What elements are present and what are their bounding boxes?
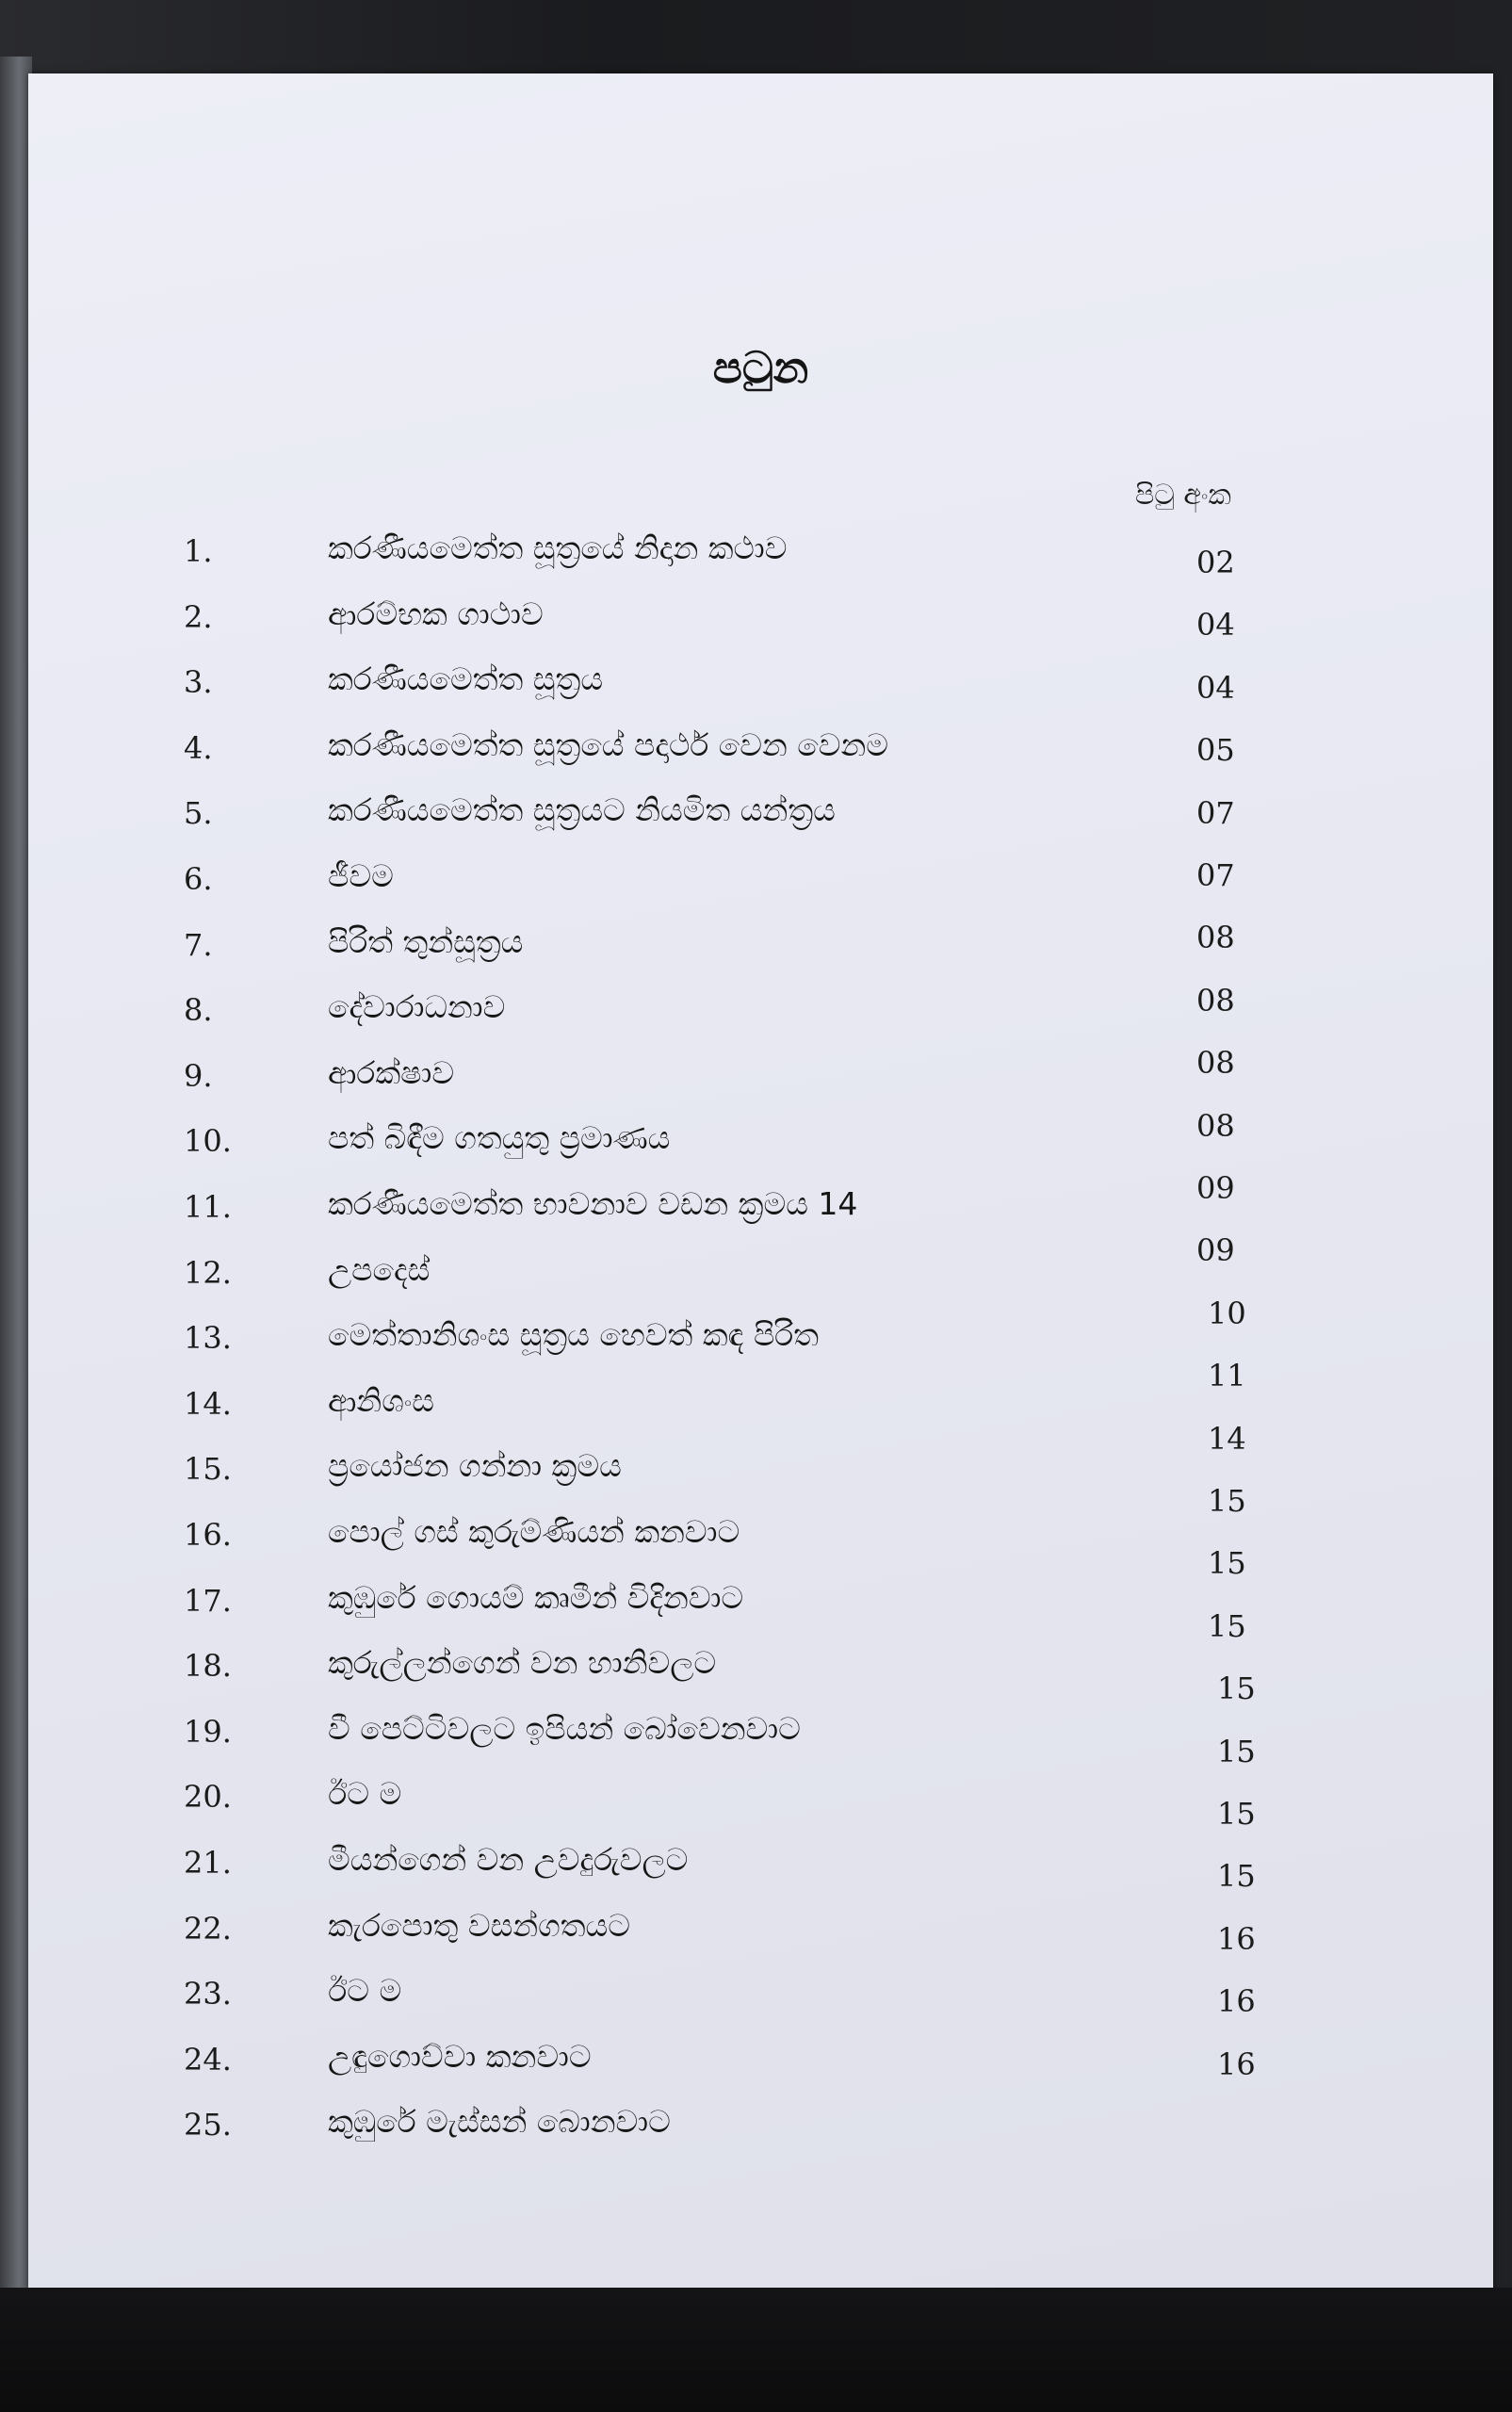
toc-entry-number: 2. [184,598,213,635]
toc-entry-title: පිරිත් තුන්සූත්‍රය [328,922,524,960]
toc-entry-title: මෙත්තානිශංස සූත්‍රය හෙවත් කඳ පිරිත [328,1316,820,1354]
toc-entry-number: 15. [184,1451,232,1488]
toc-entry-page-number: 15 [1217,1670,1256,1707]
toc-entry-number: 10. [184,1123,232,1160]
toc-entry-page-number: 08 [1196,1045,1235,1082]
toc-entry-title: කැරපොතු වසන්ගතයට [328,1906,630,1944]
toc-entry-number: 19. [184,1713,232,1750]
toc-entry-title: ආරක්ෂාව [328,1053,455,1091]
toc-entry-page-number: 08 [1196,982,1235,1019]
toc-entry-page-number: 15 [1208,1607,1246,1644]
toc-entry-title: කරණීයමෙත්ත සූත්‍රය [328,660,604,698]
toc-entry-page-number: 08 [1196,920,1235,956]
page-number-column-label: පිටු අංක [1135,479,1231,512]
toc-entry-page-number: 08 [1196,1107,1235,1144]
toc-entry-number: 18. [184,1648,232,1685]
toc-entry-title: කරණීයමෙත්ත සූත්‍රයේ පදාර්ථ වෙන වෙනම [328,725,888,763]
toc-entry-page-number: 15 [1217,1733,1256,1769]
toc-entry-number: 4. [184,729,213,766]
book-page [28,73,1493,2288]
table-of-contents [28,73,1493,2288]
toc-entry-title: කරණීයමෙත්ත සූත්‍රයට නියමිත යන්ත්‍රය [328,791,836,829]
toc-entry-title: කුඹුරේ මැස්සන් බොනවාට [328,2103,671,2141]
toc-entry-number: 17. [184,1582,232,1619]
toc-entry-page-number: 07 [1196,857,1235,893]
toc-entry-number: 23. [184,1976,232,2013]
toc-entry-page-number: 04 [1196,607,1235,644]
toc-entry-title: වී පෙට්ටිවලට ඉපියන් බෝවෙනවාට [328,1709,801,1747]
toc-entry-page-number: 14 [1208,1420,1246,1457]
toc-entry-title: ආරම්භක ගාථාව [328,595,544,632]
toc-entry-number: 16. [184,1517,232,1553]
toc-entry-number: 7. [184,926,213,963]
toc-entry-title: ආනිශංස [328,1381,434,1419]
toc-entry-page-number: 09 [1196,1170,1235,1206]
toc-entry-page-number: 15 [1208,1483,1246,1519]
background-surface [0,2288,1512,2412]
toc-entry-title: ඊට ම [328,1972,402,2010]
toc-entry-title: දේවාරාධනාව [328,988,506,1026]
toc-entry-number: 8. [184,992,213,1029]
page-title: පටුන [712,342,809,393]
toc-entry-title: ජීවම [328,857,394,894]
toc-entry-number: 13. [184,1320,232,1357]
toc-entry-title: උඳුගොව්වා කනවාට [328,2037,592,2075]
toc-entry-number: 1. [184,533,213,569]
toc-entry-page-number: 07 [1196,794,1235,831]
toc-entry-title: පොල් ගස් කුරුම්ණියන් කනවාට [328,1513,740,1550]
toc-entry-page-number: 16 [1217,2045,1256,2082]
toc-entry-number: 20. [184,1779,232,1816]
book-spine-edge [0,57,32,2355]
toc-entry-title: කරණීයමෙත්ත භාවනාව වඩන ක්‍රමය 14 [328,1185,858,1222]
toc-entry-number: 6. [184,861,213,897]
toc-entry-number: 11. [184,1189,232,1225]
toc-entry-page-number: 09 [1196,1232,1235,1269]
toc-entry-title: පත් බිඳීම ගතයුතු ප්‍රමාණය [328,1119,671,1157]
toc-entry-number: 14. [184,1385,232,1422]
toc-entry-number: 5. [184,795,213,832]
toc-entry-number: 24. [184,2041,232,2078]
toc-entry-page-number: 16 [1217,1920,1256,1957]
toc-entry-page-number: 02 [1196,545,1235,580]
toc-entry-title: ඊට ම [328,1775,402,1813]
toc-entry-page-number: 04 [1196,669,1235,706]
toc-entry-page-number: 15 [1208,1545,1246,1582]
toc-entry-page-number: 15 [1217,1858,1256,1895]
toc-entry-title: කරණීයමෙත්ත සූත්‍රයේ නිදාන කථාව [328,530,788,566]
toc-entry-number: 12. [184,1254,232,1291]
toc-entry-title: කුඹුරේ ගොයම් කෘමීන් විදිනවාට [328,1578,744,1616]
toc-entry-page-number: 16 [1217,1983,1256,2020]
toc-entry-number: 22. [184,1910,232,1947]
toc-entry-title: මීයන්ගෙන් වන උවදුරුවලට [328,1841,689,1878]
toc-entry-title: කුරුල්ලන්ගෙන් වන හානිවලට [328,1644,717,1682]
toc-entry-number: 3. [184,664,213,701]
toc-entry-number: 21. [184,1845,232,1881]
toc-entry-page-number: 11 [1208,1358,1246,1394]
toc-entry-page-number: 15 [1217,1796,1256,1832]
toc-entry-page-number: 05 [1196,732,1235,769]
toc-entry-title: උපදෙස් [328,1250,431,1288]
toc-entry-number: 9. [184,1057,213,1094]
toc-entry-title: ප්‍රයෝජන ගන්නා ක්‍රමය [328,1447,622,1485]
toc-entry-number: 25. [184,2107,232,2143]
toc-entry-page-number: 10 [1208,1295,1246,1331]
